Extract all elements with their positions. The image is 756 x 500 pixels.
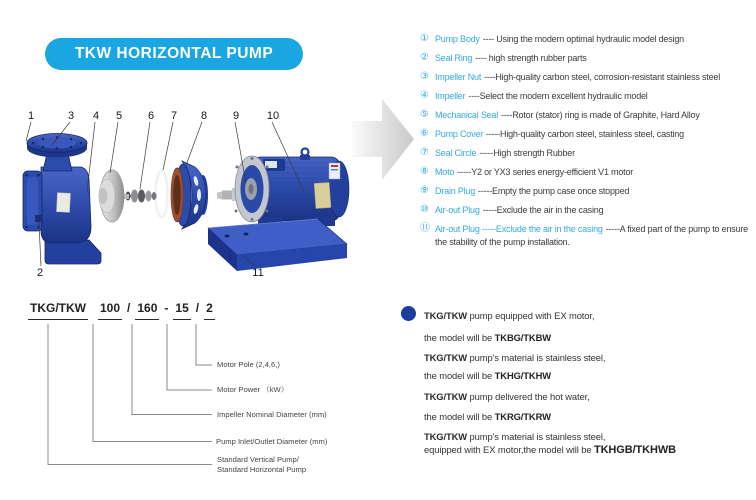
circled-number: ⑤ — [420, 109, 429, 120]
variants-block — [424, 309, 749, 457]
circled-number: ① — [420, 33, 429, 44]
circled-number: ⑧ — [420, 166, 429, 177]
variant-line: TKG/TKW pump equipped with EX motor, — [424, 310, 595, 321]
part-number-3: 3 — [67, 110, 75, 122]
circled-number: ⑪ — [420, 223, 430, 234]
pump-body — [23, 134, 101, 265]
part-number-6: 6 — [147, 110, 155, 122]
pump-cover — [171, 161, 208, 229]
motor — [217, 149, 349, 227]
label-motor-power: Motor Power （kW） — [217, 385, 289, 394]
label-motor-pole: Motor Pole (2,4,6,) — [217, 360, 280, 369]
circled-number: ② — [420, 52, 429, 63]
circled-number: ⑨ — [420, 185, 429, 196]
parts-list-item-3: ③ Impeller Nut ----High-quality carbon steel, corrosion-resistant stainless steel — [420, 71, 721, 82]
parts-list-item-10: ⑩ Air-out Plug -----Exclude the air in the casing — [420, 204, 604, 215]
parts-list-item-4: ④ Impeller ----Select the modern excellent hydraulic model — [420, 90, 648, 101]
parts-list-item-2: ② Seal Ring ---- high strength rubber parts — [420, 52, 587, 63]
parts-list-item-9: ⑨ Drain Plug -----Empty the pump case once stopped — [420, 185, 630, 196]
part-number-7: 7 — [170, 110, 178, 122]
part-number-9: 9 — [232, 110, 240, 122]
code-power: 15 — [173, 301, 190, 320]
model-code-breakdown — [28, 318, 373, 493]
parts-list-item-6: ⑥ Pump Cover -----High-quality carbon steel, stainless steel, casting — [420, 128, 684, 139]
part-number-4: 4 — [92, 110, 100, 122]
bullet-dot-icon — [401, 306, 416, 321]
variant-line: TKG/TKW pump's material is stainless steel, — [424, 352, 606, 363]
parts-list-item-8: ⑧ Moto -----Y2 or YX3 series energy-efficient V1 motor — [420, 166, 634, 177]
circled-number: ⑩ — [420, 204, 429, 215]
label-inlet-outlet-diameter: Pump Inlet/Outlet Diameter (mm) — [216, 436, 328, 446]
part-number-10: 10 — [266, 110, 280, 122]
variant-line: the model will be TKBG/TKBW — [424, 332, 552, 343]
code-sep: / — [127, 301, 131, 315]
right-arrow-icon — [352, 99, 414, 180]
part-number-8: 8 — [200, 110, 208, 122]
code-inlet: 100 — [98, 301, 122, 320]
label-impeller-diameter: Impeller Nominal Diameter (mm) — [217, 409, 327, 419]
title-banner — [45, 38, 303, 70]
circled-number: ④ — [420, 90, 429, 101]
code-pole: 2 — [204, 301, 215, 320]
variant-line: the model will be TKHG/TKHW — [424, 370, 552, 381]
drain-plug — [35, 215, 42, 222]
breakdown-lines — [28, 318, 373, 478]
parts-list-item-11: ⑪ Air-out Plug -----Exclude the air in the casing -----A fixed part of the pump to ensure the stability of the pump installation. — [420, 223, 748, 247]
circled-number: ⑥ — [420, 128, 429, 139]
part-number-2: 2 — [36, 267, 44, 279]
variant-line: equipped with EX motor,the model will be TKHGB/TKHWB — [424, 444, 676, 456]
parts-list — [420, 33, 756, 255]
circled-number: ③ — [420, 71, 429, 82]
parts-list-item-7: ⑦ Seal Circle -----High strength Rubber — [420, 147, 575, 158]
page-title: TKW HORIZONTAL PUMP — [74, 45, 274, 62]
code-sep: - — [164, 301, 169, 315]
code-series: TKG/TKW — [28, 301, 88, 320]
parts-list-item-1: ① Pump Body ---- Using the modern optimal hydraulic model design — [420, 33, 684, 44]
code-sep: / — [195, 301, 200, 315]
variant-line: TKG/TKW pump's material is stainless steel, — [424, 431, 606, 442]
code-impeller: 160 — [135, 301, 159, 320]
part-number-1: 1 — [27, 110, 35, 122]
variant-line: the model will be TKRG/TKRW — [424, 411, 551, 422]
part-number-11: 11 — [252, 267, 264, 279]
parts-list-item-5: ⑤ Mechanical Seal ----Rotor (stator) ring is made of Graphite, Hard Alloy — [420, 109, 700, 120]
variant-line: TKG/TKW pump delivered the hot water, — [424, 391, 590, 402]
label-pump-type: Standard Vertical Pump/ Standard Horizontal Pump — [217, 455, 307, 474]
seal-circle — [155, 171, 168, 218]
base-plate — [208, 219, 347, 271]
circled-number: ⑦ — [420, 147, 429, 158]
part-number-5: 5 — [115, 110, 123, 122]
exploded-pump-diagram — [15, 95, 420, 300]
